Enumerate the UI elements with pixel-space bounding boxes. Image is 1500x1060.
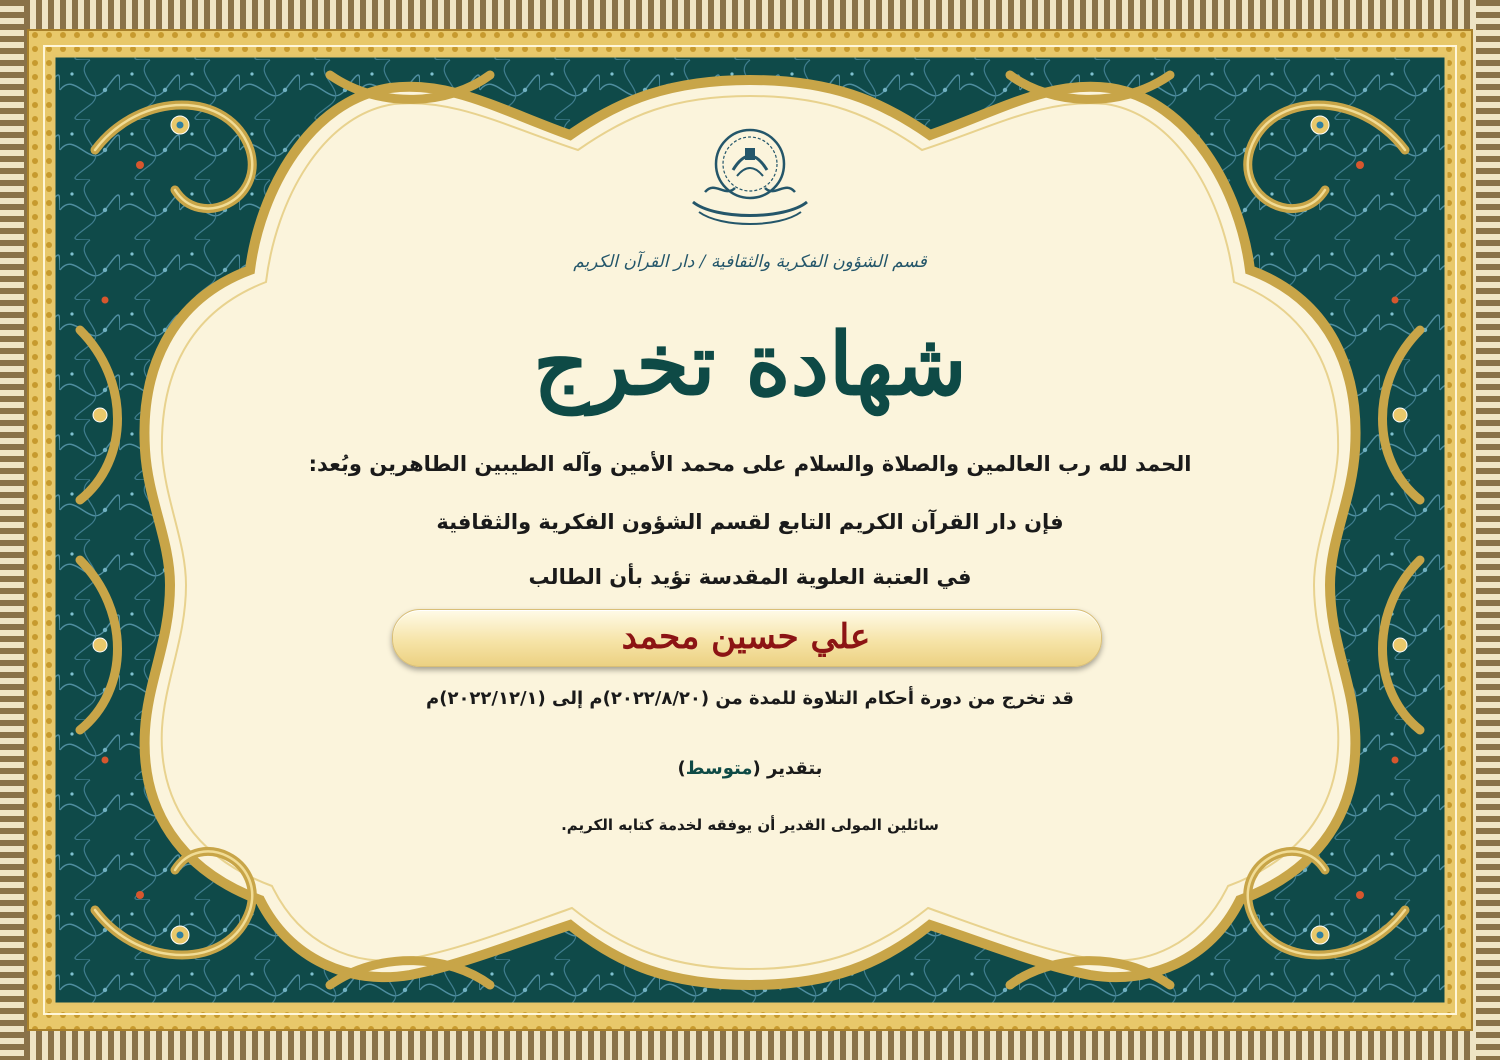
department-caption: قسم الشؤون الفكرية والثقافية / دار القرآن الكريم [573,252,927,272]
student-name: علي حسين محمد [621,617,871,657]
issuer-line: فإن دار القرآن الكريم التابع لقسم الشؤون الفكرية والثقافية [436,510,1064,534]
grade-line [230,758,1270,779]
confirmation-line: في العتبة العلوية المقدسة تؤيد بأن الطالب [528,565,972,589]
grade-prefix: بتقدير ( [752,758,823,779]
seal-logo-icon [685,120,815,232]
course-period-line: قد تخرج من دورة أحكام التلاوة للمدة من (٢٠٢٢/٨/٢٠)م إلى (٢٠٢٢/١٢/١)م [426,688,1074,709]
grade-suffix: ) [677,758,686,779]
grade-value: متوسط [685,758,753,779]
closing-prayer: سائلين المولى القدير أن يوفقه لخدمة كتابه الكريم. [561,816,939,834]
certificate-title: شهادة تخرج [533,314,967,415]
opening-praise: الحمد لله رب العالمين والصلاة والسلام على محمد الأمين وآله الطيبين الطاهرين وبُعد: [308,452,1192,476]
